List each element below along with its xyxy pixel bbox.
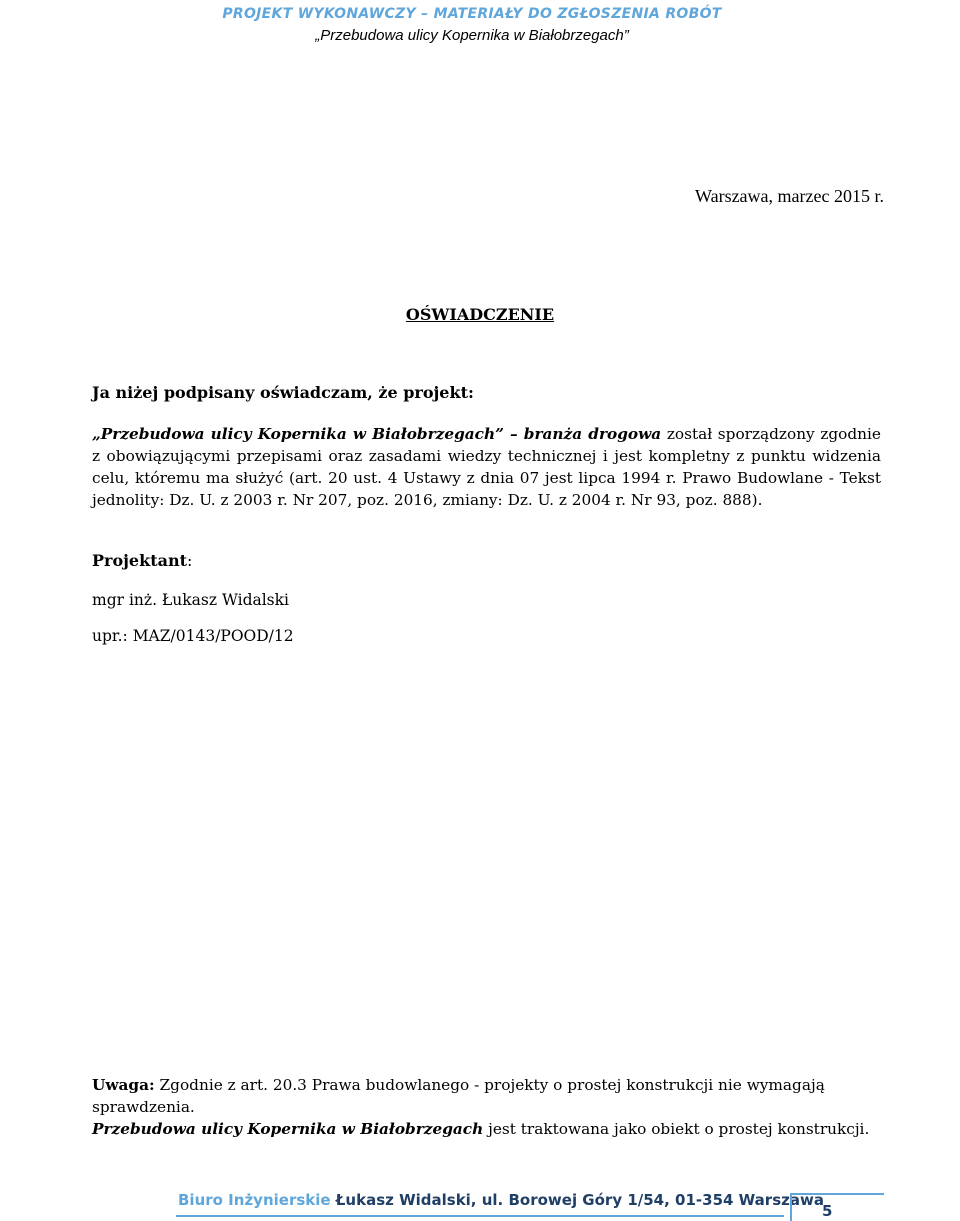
declaration-statement	[92, 423, 881, 511]
footer-brand: Biuro Inżynierskie	[178, 1191, 331, 1209]
statement-project-name: „Przebudowa ulicy Kopernika w Białobrzegach”	[92, 425, 504, 443]
page-number-box	[790, 1193, 884, 1221]
note-label: Uwaga:	[92, 1076, 155, 1094]
header-project-name: „Przebudowa ulicy Kopernika w Białobrzegach”	[315, 27, 629, 44]
note-paragraph	[92, 1074, 892, 1140]
statement-dash: –	[503, 425, 524, 443]
header-project-line: PROJEKT WYKONAWCZY – MATERIAŁY DO ZGŁOSZENIA ROBÓT	[222, 6, 722, 22]
footer-address-text: Łukasz Widalski, ul. Borowej Góry 1/54, 01-354 Warszawa	[330, 1191, 824, 1209]
designer-name: mgr inż. Łukasz Widalski	[92, 591, 289, 609]
footer-address	[178, 1191, 824, 1209]
designer-license: upr.: MAZ/0143/POOD/12	[92, 627, 294, 645]
footer-divider	[176, 1215, 784, 1217]
designer-label-colon: :	[186, 551, 193, 570]
note-project-name: Przebudowa ulicy Kopernika w Białobrzegach	[92, 1120, 484, 1138]
designer-label-text: Projektant	[92, 551, 187, 570]
document-title: OŚWIADCZENIE	[405, 305, 555, 324]
place-and-date: Warszawa, marzec 2015 r.	[695, 186, 884, 206]
declaration-intro: Ja niżej podpisany oświadczam, że projekt:	[92, 383, 474, 402]
note-text-1: Zgodnie z art. 20.3 Prawa budowlanego - projekty o prostej konstrukcji nie wymagają sprawdzenia.	[92, 1076, 825, 1116]
page-number: 5	[822, 1202, 833, 1220]
statement-text: został sporządzony zgodnie z obowiązującymi przepisami oraz zasadami wiedzy technicznej i jest kompletny z punktu widzenia celu, któremu ma służyć (art. 20 ust. 4 Ustawy z dnia 07 jest lipca 1994 r. Prawo Budowlane - Tekst jednolity: Dz. U. z 2003 r. Nr 207, poz. 2016, zmiany: Dz. U. z 2004 r. Nr 93, poz. 888).	[92, 425, 881, 509]
note-text-2: jest traktowana jako obiekt o prostej konstrukcji.	[483, 1120, 870, 1138]
designer-label	[92, 551, 192, 570]
statement-branch: branża drogowa	[523, 425, 662, 443]
